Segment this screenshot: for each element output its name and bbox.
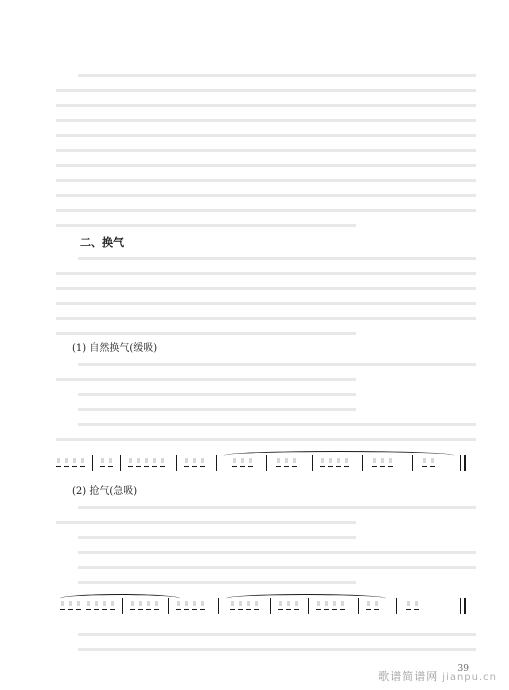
paragraph-line xyxy=(56,311,476,326)
natural-point-2-cont xyxy=(56,432,476,447)
paragraph-natural-breath xyxy=(56,357,476,387)
section-heading-breath-change: 二、换气 xyxy=(80,236,124,249)
paragraph-line xyxy=(56,357,476,372)
paragraph-daily-practice xyxy=(56,68,476,233)
watermark-text: 歌谱简谱网 xyxy=(378,670,439,683)
grab-point-4 xyxy=(56,575,476,590)
paragraph-line xyxy=(56,657,476,658)
paragraph-line xyxy=(56,188,476,203)
list-item-4 xyxy=(56,53,476,68)
document-page xyxy=(56,38,476,658)
paragraph-line xyxy=(56,296,476,311)
paragraph-line xyxy=(56,218,476,233)
paragraph-grab-breath xyxy=(56,500,476,530)
paragraph-line xyxy=(56,326,476,341)
paragraph-breath-change xyxy=(56,251,476,341)
list-item-3 xyxy=(56,38,476,53)
paragraph-line xyxy=(56,372,476,387)
natural-point-1 xyxy=(56,402,476,417)
grab-point-2 xyxy=(56,545,476,560)
grab-point-3 xyxy=(56,560,476,575)
paragraph-line xyxy=(56,68,476,83)
subheading-natural-breath: (1) 自然换气(缓吸) xyxy=(72,343,158,354)
paragraph-line xyxy=(56,173,476,188)
paragraph-line xyxy=(56,113,476,128)
paragraph-line xyxy=(56,203,476,218)
paragraph-line xyxy=(56,515,476,530)
paragraph-line xyxy=(56,98,476,113)
paragraph-line xyxy=(56,143,476,158)
paragraph-line xyxy=(56,500,476,515)
paragraph-line xyxy=(56,128,476,143)
paragraph-line xyxy=(56,83,476,98)
music-notation-line-2 xyxy=(56,594,476,621)
grab-point-1 xyxy=(56,530,476,545)
paragraph-line xyxy=(56,266,476,281)
subheading-grab-breath: (2) 抢气(急吸) xyxy=(72,486,138,497)
natural-notes-intro xyxy=(56,387,476,402)
natural-point-2 xyxy=(56,417,476,432)
paragraph-line xyxy=(56,642,476,657)
watermark xyxy=(378,668,497,684)
watermark-domain: jianpu.cn xyxy=(442,672,497,683)
page-number: 39 xyxy=(457,664,469,674)
music-notation-line-1 xyxy=(56,451,476,478)
paragraph-line xyxy=(56,158,476,173)
paragraph-line xyxy=(56,281,476,296)
paragraph-line xyxy=(56,251,476,266)
paragraph-closing xyxy=(56,627,476,658)
paragraph-line xyxy=(56,627,476,642)
